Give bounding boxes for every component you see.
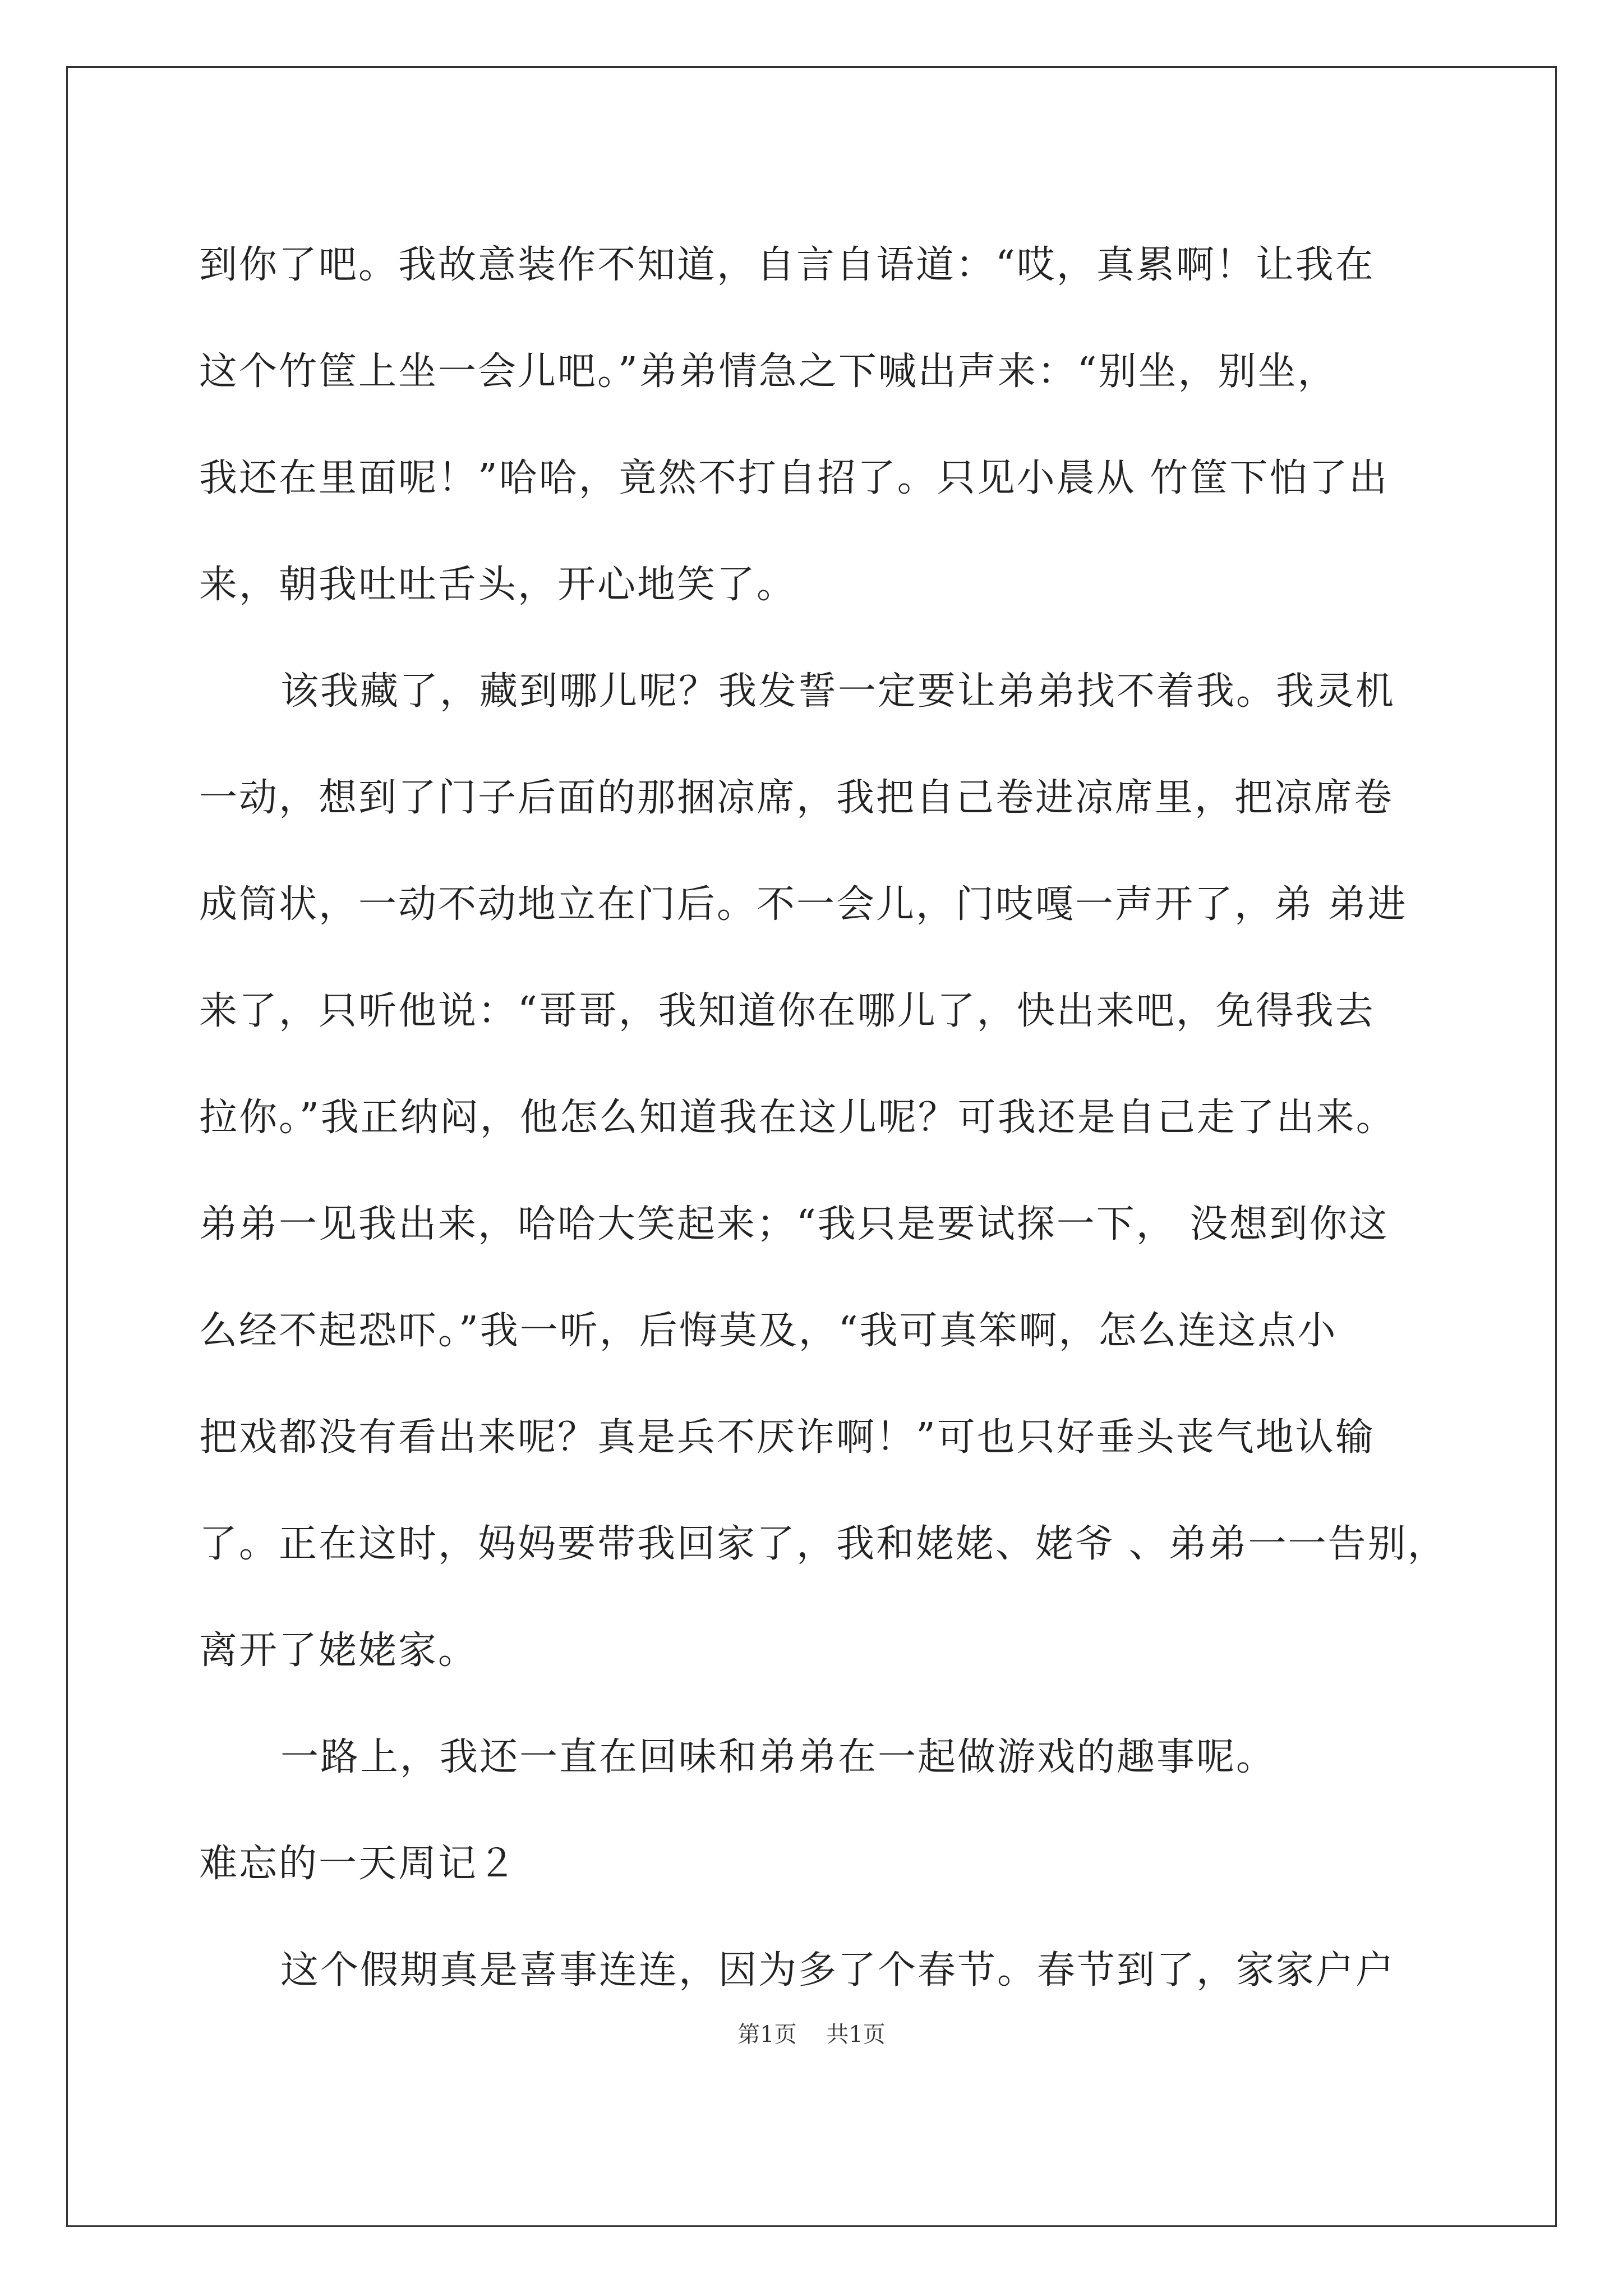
page-footer [0,2017,1623,2049]
page-total: 共1页 [826,2022,886,2047]
text-line: 来了，只听他说：“哥哥，我知道你在哪儿了，快出来吧，免得我去 [199,989,1375,1033]
paragraph-start-line: 该我藏了，藏到哪儿呢？我发誓一定要让弟弟找不着我。我灵机 [280,669,1396,714]
text-line: 离开了姥姥家。 [199,1628,478,1673]
section-heading: 难忘的一天周记２ [199,1842,518,1886]
text-line: 么经不起恐吓。”我一听，后悔莫及，“我可真笨啊，怎么连这点小 [199,1309,1338,1353]
document-body [199,212,1455,2024]
text-line: 一动，想到了门子后面的那捆凉席，我把自己卷进凉席里，把凉席卷 [199,776,1394,820]
paragraph-start-line: 一路上，我还一直在回味和弟弟在一起做游戏的趣事呢。 [280,1735,1276,1779]
text-line: 弟弟一见我出来，哈哈大笑起来；“我只是要试探一下， 没想到你这 [199,1202,1389,1246]
text-line: 拉你。”我正纳闷，他怎么知道我在这儿呢？可我还是自己走了出来。 [199,1096,1396,1140]
page-number: 第1页 [737,2022,797,2047]
paragraph-start-line: 这个假期真是喜事连连，因为多了个春节。春节到了，家家户户 [280,1948,1396,1993]
text-line: 这个竹筐上坐一会儿吧。”弟弟情急之下喊出声来：“别坐，别坐， [199,349,1338,394]
text-line: 到你了吧。我故意装作不知道，自言自语道：“哎，真累啊！让我在 [199,243,1375,287]
text-line: 来，朝我吐吐舌头，开心地笑了。 [199,563,797,607]
text-line: 成筒状，一动不动地立在门后。不一会儿，门吱嘎一声开了，弟 弟进 [199,882,1408,927]
text-line: 把戏都没有看出来呢？真是兵不厌诈啊！”可也只好垂头丧气地认输 [199,1415,1375,1460]
text-line: 了。正在这时，妈妈要带我回家了，我和姥姥、姥爷 、弟弟一一告别， [199,1522,1447,1566]
text-line: 我还在里面呢！”哈哈，竟然不打自招了。只见小晨从 竹筐下怕了出 [199,456,1389,500]
